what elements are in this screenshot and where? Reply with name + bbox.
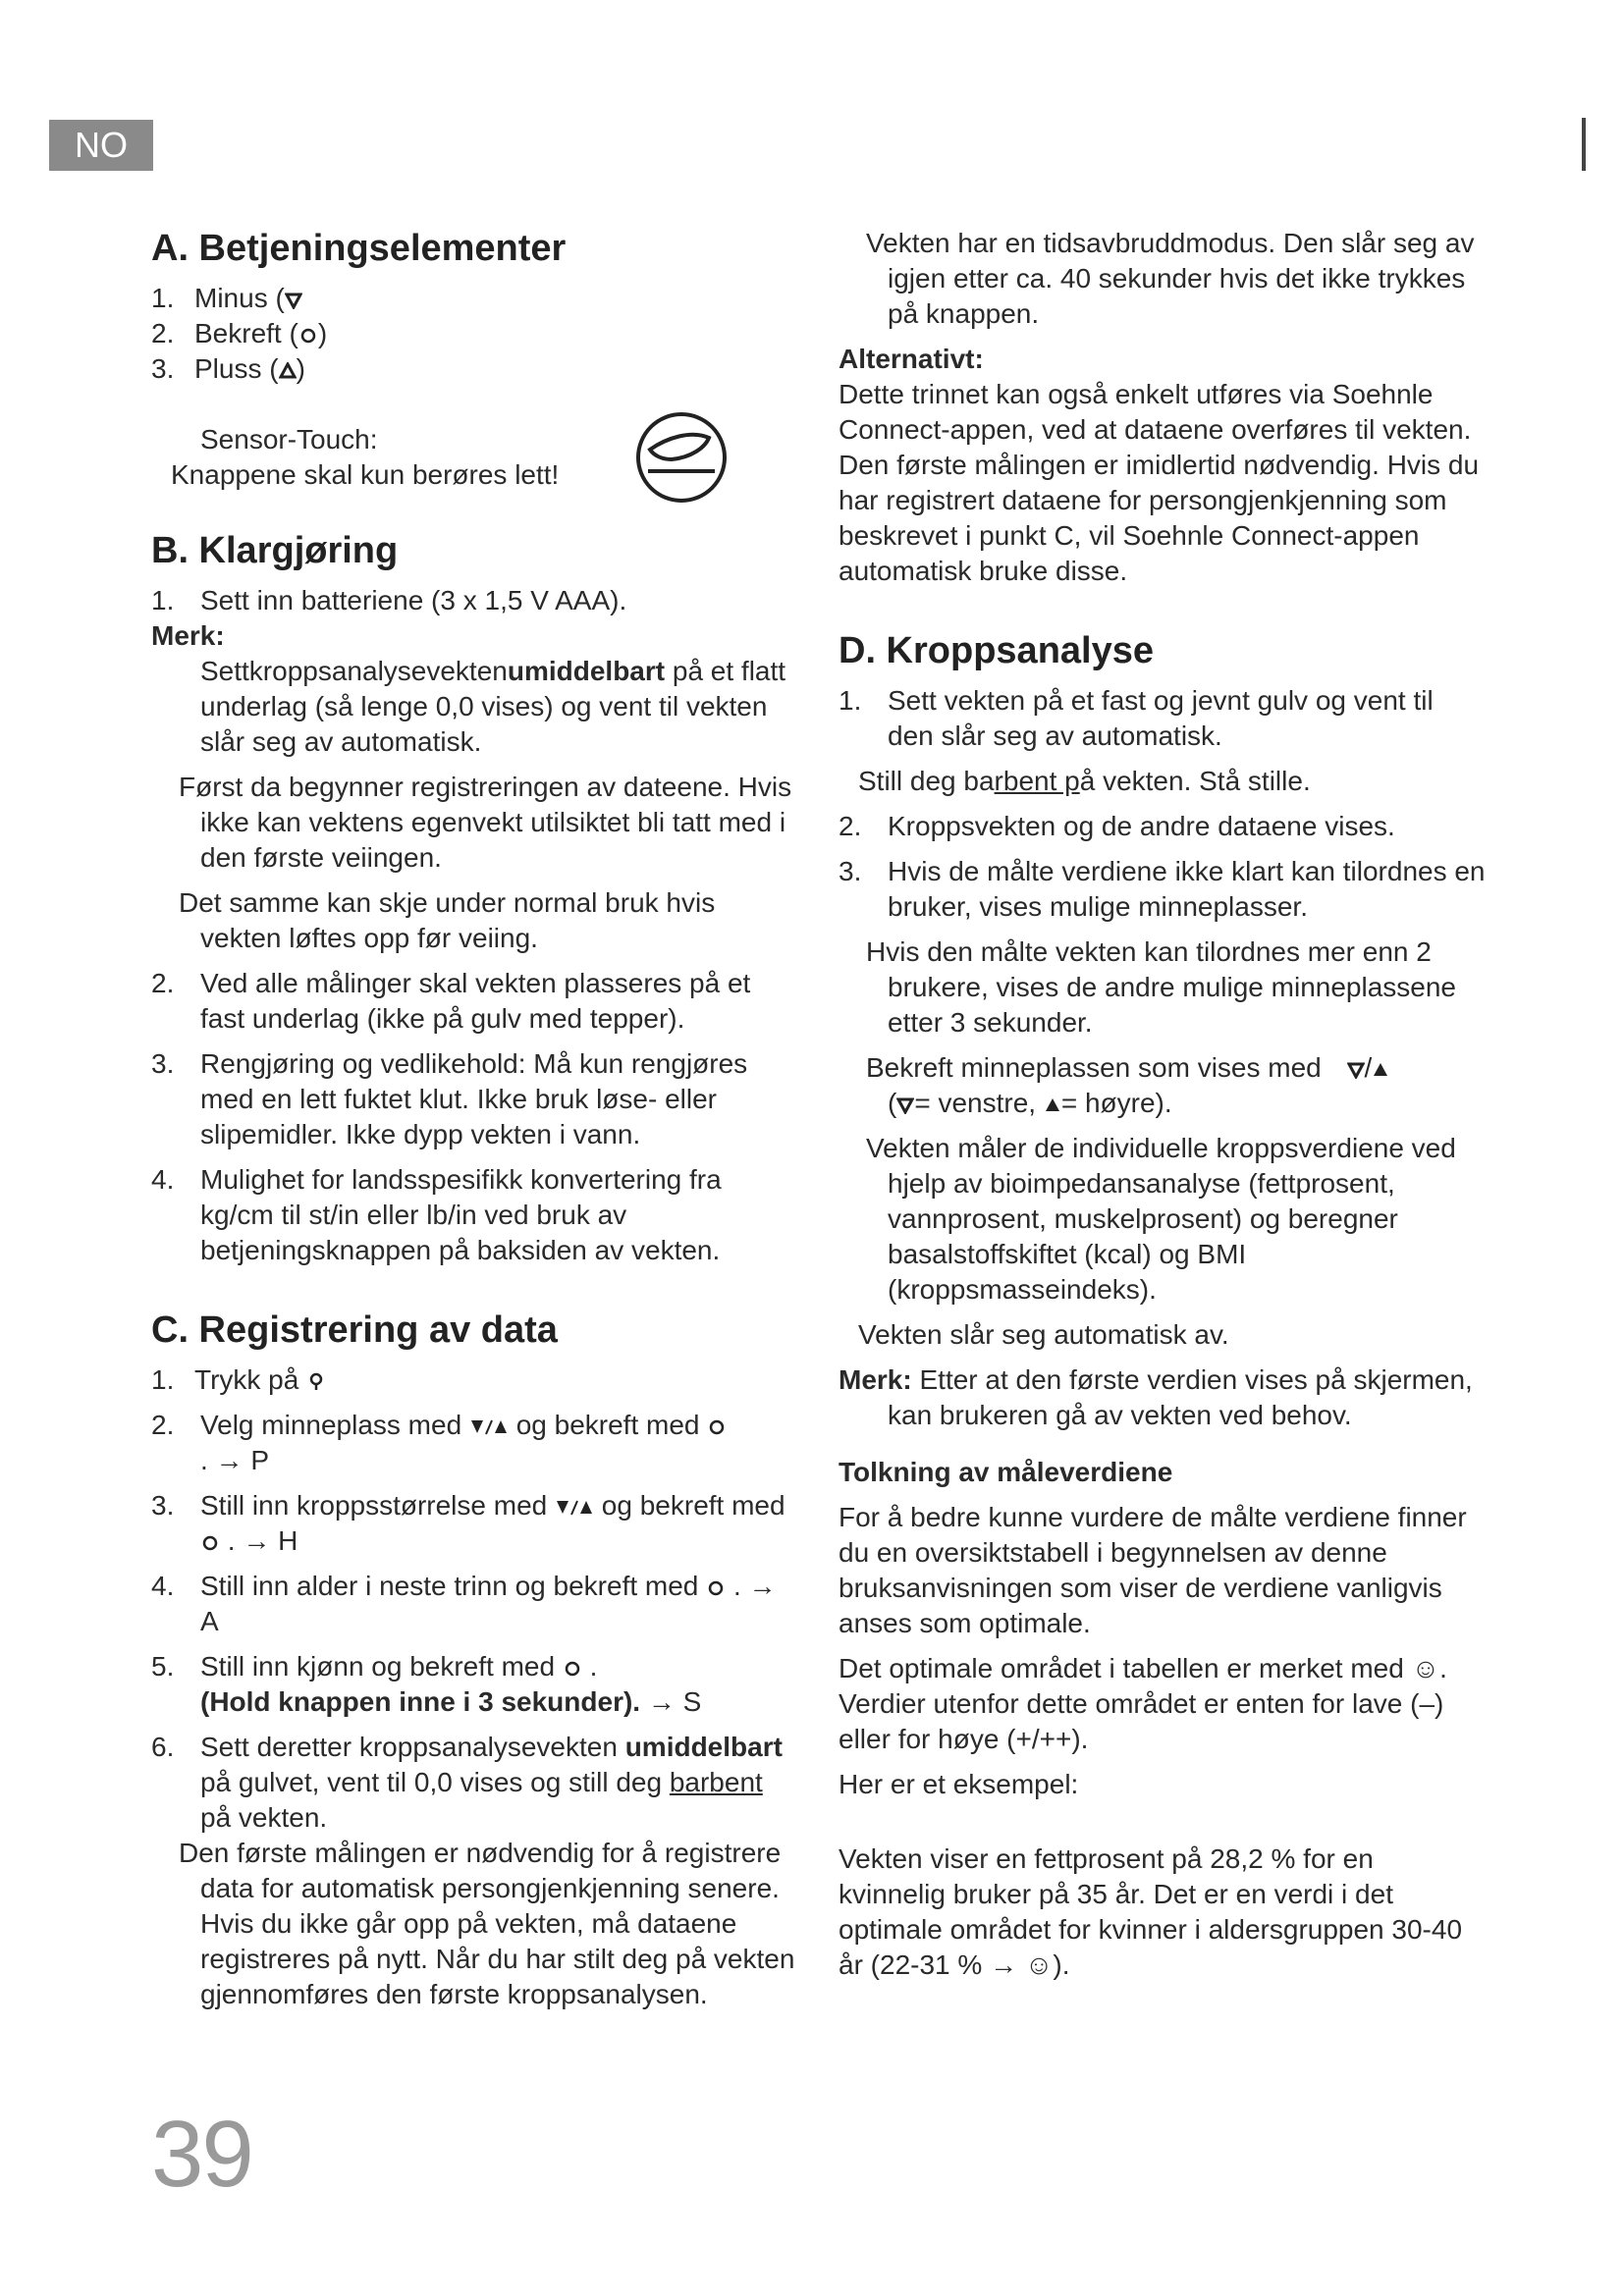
example-intro: Her er et eksempel: [839, 1769, 1079, 1799]
corner-mark [1582, 118, 1586, 171]
list-item: 1. Sett vekten på et fast og jevnt gulv og vent til den slår seg av automatisk. [839, 685, 1434, 751]
list-item: 1. Minus ( [151, 281, 799, 316]
left-column [151, 226, 799, 2012]
confirm-circle-icon [298, 326, 318, 346]
measure-paragraph: Vekten måler de individuelle kroppsverdiene ved hjelp av bioimpedansanalyse (fettprosent, vannprosent, muskelprosent) og beregner basalstoffskiftet (kcal) og BMI (kroppsmasseindeks). [866, 1133, 1456, 1305]
confirm-circle-icon [706, 1578, 726, 1598]
list-item: 3. Pluss ( ) [151, 353, 305, 384]
merk-paragraph: Det samme kan skje under normal bruk hvis vekten løftes opp før veiing. [179, 887, 716, 953]
minus-triangle-icon [896, 1096, 914, 1114]
section-b-title: B. Klargjøring [151, 530, 399, 571]
plus-triangle-icon [1372, 1061, 1389, 1079]
list-item: 1. Trykk på [151, 1362, 799, 1398]
list-item: 2. Bekreft ( ) [151, 318, 328, 348]
optimal-paragraph: Det optimale området i tabellen er merket med ☺. Verdier utenfor dette området er enten for lave (–) eller for høye (+/++). [839, 1653, 1447, 1754]
list-item: 3. Still inn kroppsstørrelse med og bekreft med . → H [151, 1490, 785, 1556]
sensor-touch-note [151, 408, 799, 507]
list-item: 3. Hvis de målte verdiene ikke klart kan tilordnes en bruker, vises mulige minneplasser. [839, 856, 1486, 922]
merk-paragraph: Settkroppsanalysevektenumiddelbart på et flatt underlag (så lenge 0,0 vises) og vent til vekten slår seg av automatisk. [200, 656, 786, 757]
interpretation-paragraph: For å bedre kunne vurdere de målte verdiene finner du en oversiktstabell i begynnelsen av denne bruksanvisningen som viser de verdiene vanligvis anses som optimale. [839, 1502, 1467, 1638]
plus-triangle-icon [1044, 1096, 1061, 1114]
minus-triangle-icon [1347, 1061, 1365, 1079]
list-item: 2. Velg minneplass med og bekreft med . → P [151, 1408, 799, 1478]
confirm-circle-icon [707, 1417, 727, 1437]
section-a-title: A. Betjeningselementer [151, 228, 567, 269]
confirm-circle-icon [200, 1533, 220, 1553]
plus-triangle-icon [279, 362, 297, 380]
example-paragraph: Vekten viser en fettprosent på 28,2 % for en kvinnelig bruker på 35 år. Det er en verdi i det optimale området for kvinner i aldersgruppen 30-40 år (22-31 % → ☺). [839, 1843, 1463, 1980]
section-d-title: D. Kroppsanalyse [839, 630, 1154, 671]
sensor-label: Sensor-Touch: [200, 424, 378, 454]
list-item: 5. Still inn kjønn og bekreft med . (Hold knappen inne i 3 sekunder). → S [151, 1651, 702, 1717]
minus-plus-icon [555, 1498, 594, 1518]
confirm-paragraph: Bekreft minneplassen som vises med / ( = venstre, = høyre). [839, 1050, 1487, 1121]
interpretation-title: Tolkning av måleverdiene [839, 1457, 1173, 1487]
merk-paragraph: Først da begynner registreringen av dateene. Hvis ikke kan vektens egenvekt utilsiktet bli tatt med i den første veiingen. [179, 772, 792, 873]
timeout-paragraph: Vekten har en tidsavbruddmodus. Den slår seg av igjen etter ca. 40 sekunder hvis det ikke trykkes på knappen. [866, 228, 1475, 329]
memory-paragraph: Hvis den målte vekten kan tilordnes mer enn 2 brukere, vises de andre mulige minneplassene etter 3 sekunder. [866, 936, 1456, 1038]
minus-triangle-icon [285, 292, 302, 309]
merk-label: Merk: [151, 620, 225, 651]
sensor-text: Knappene skal kun berøres lett! [171, 459, 560, 490]
auto-off-text: Vekten slår seg automatisk av. [858, 1319, 1229, 1350]
list-item: 2. Ved alle målinger skal vekten plasseres på et fast underlag (ikke på gulv med tepper). [151, 968, 751, 1034]
power-icon [306, 1371, 326, 1393]
list-item: 3. Rengjøring og vedlikehold: Må kun rengjøres med en lett fuktet klut. Ikke bruk løse- eller slipemidler. Ikke dypp vekten i vann. [151, 1048, 748, 1149]
barefoot-instruction: Still deg barbent på vekten. Stå stille. [858, 766, 1311, 796]
confirm-circle-icon [563, 1659, 582, 1679]
right-column [839, 226, 1487, 1983]
note-paragraph: Den første målingen er nødvendig for å registrere data for automatisk persongjenkjenning senere. Hvis du ikke går opp på vekten, må dataene registreres på nytt. Når du har stilt deg på vekten gjennomføres den første kroppsanalysen. [179, 1838, 795, 2009]
list-item: 2. Kroppsvekten og de andre dataene vises. [839, 811, 1395, 841]
touch-finger-icon [632, 408, 731, 507]
alternative-label: Alternativt: [839, 344, 984, 374]
merk-paragraph: Merk: Etter at den første verdien vises på skjermen, kan brukeren gå av vekten ved behov. [839, 1364, 1473, 1430]
list-item: 4. Mulighet for landsspesifikk konvertering fra kg/cm til st/in eller lb/in ved bruk av betjeningsknappen på baksiden av vekten. [151, 1164, 722, 1265]
list-item: 1. Sett inn batteriene (3 x 1,5 V AAA). [151, 585, 627, 615]
list-item: 4. Still inn alder i neste trinn og bekreft med . → A [151, 1571, 777, 1636]
minus-plus-icon [469, 1417, 509, 1437]
alternative-paragraph: Dette trinnet kan også enkelt utføres via Soehnle Connect-appen, ved at dataene overføres til vekten. Den første målingen er imidlertid nødvendig. Hvis du har registrert dataene for persongjenkjenning som beskrevet i punkt C, vil Soehnle Connect-appen automatisk bruke disse. [839, 379, 1480, 586]
language-badge: NO [49, 120, 153, 171]
list-item: 6. Sett deretter kroppsanalysevekten umiddelbart på gulvet, vent til 0,0 vises og still deg barbent på vekten. [151, 1732, 783, 1833]
section-c-title: C. Registrering av data [151, 1309, 558, 1351]
page-number: 39 [151, 2102, 252, 2207]
